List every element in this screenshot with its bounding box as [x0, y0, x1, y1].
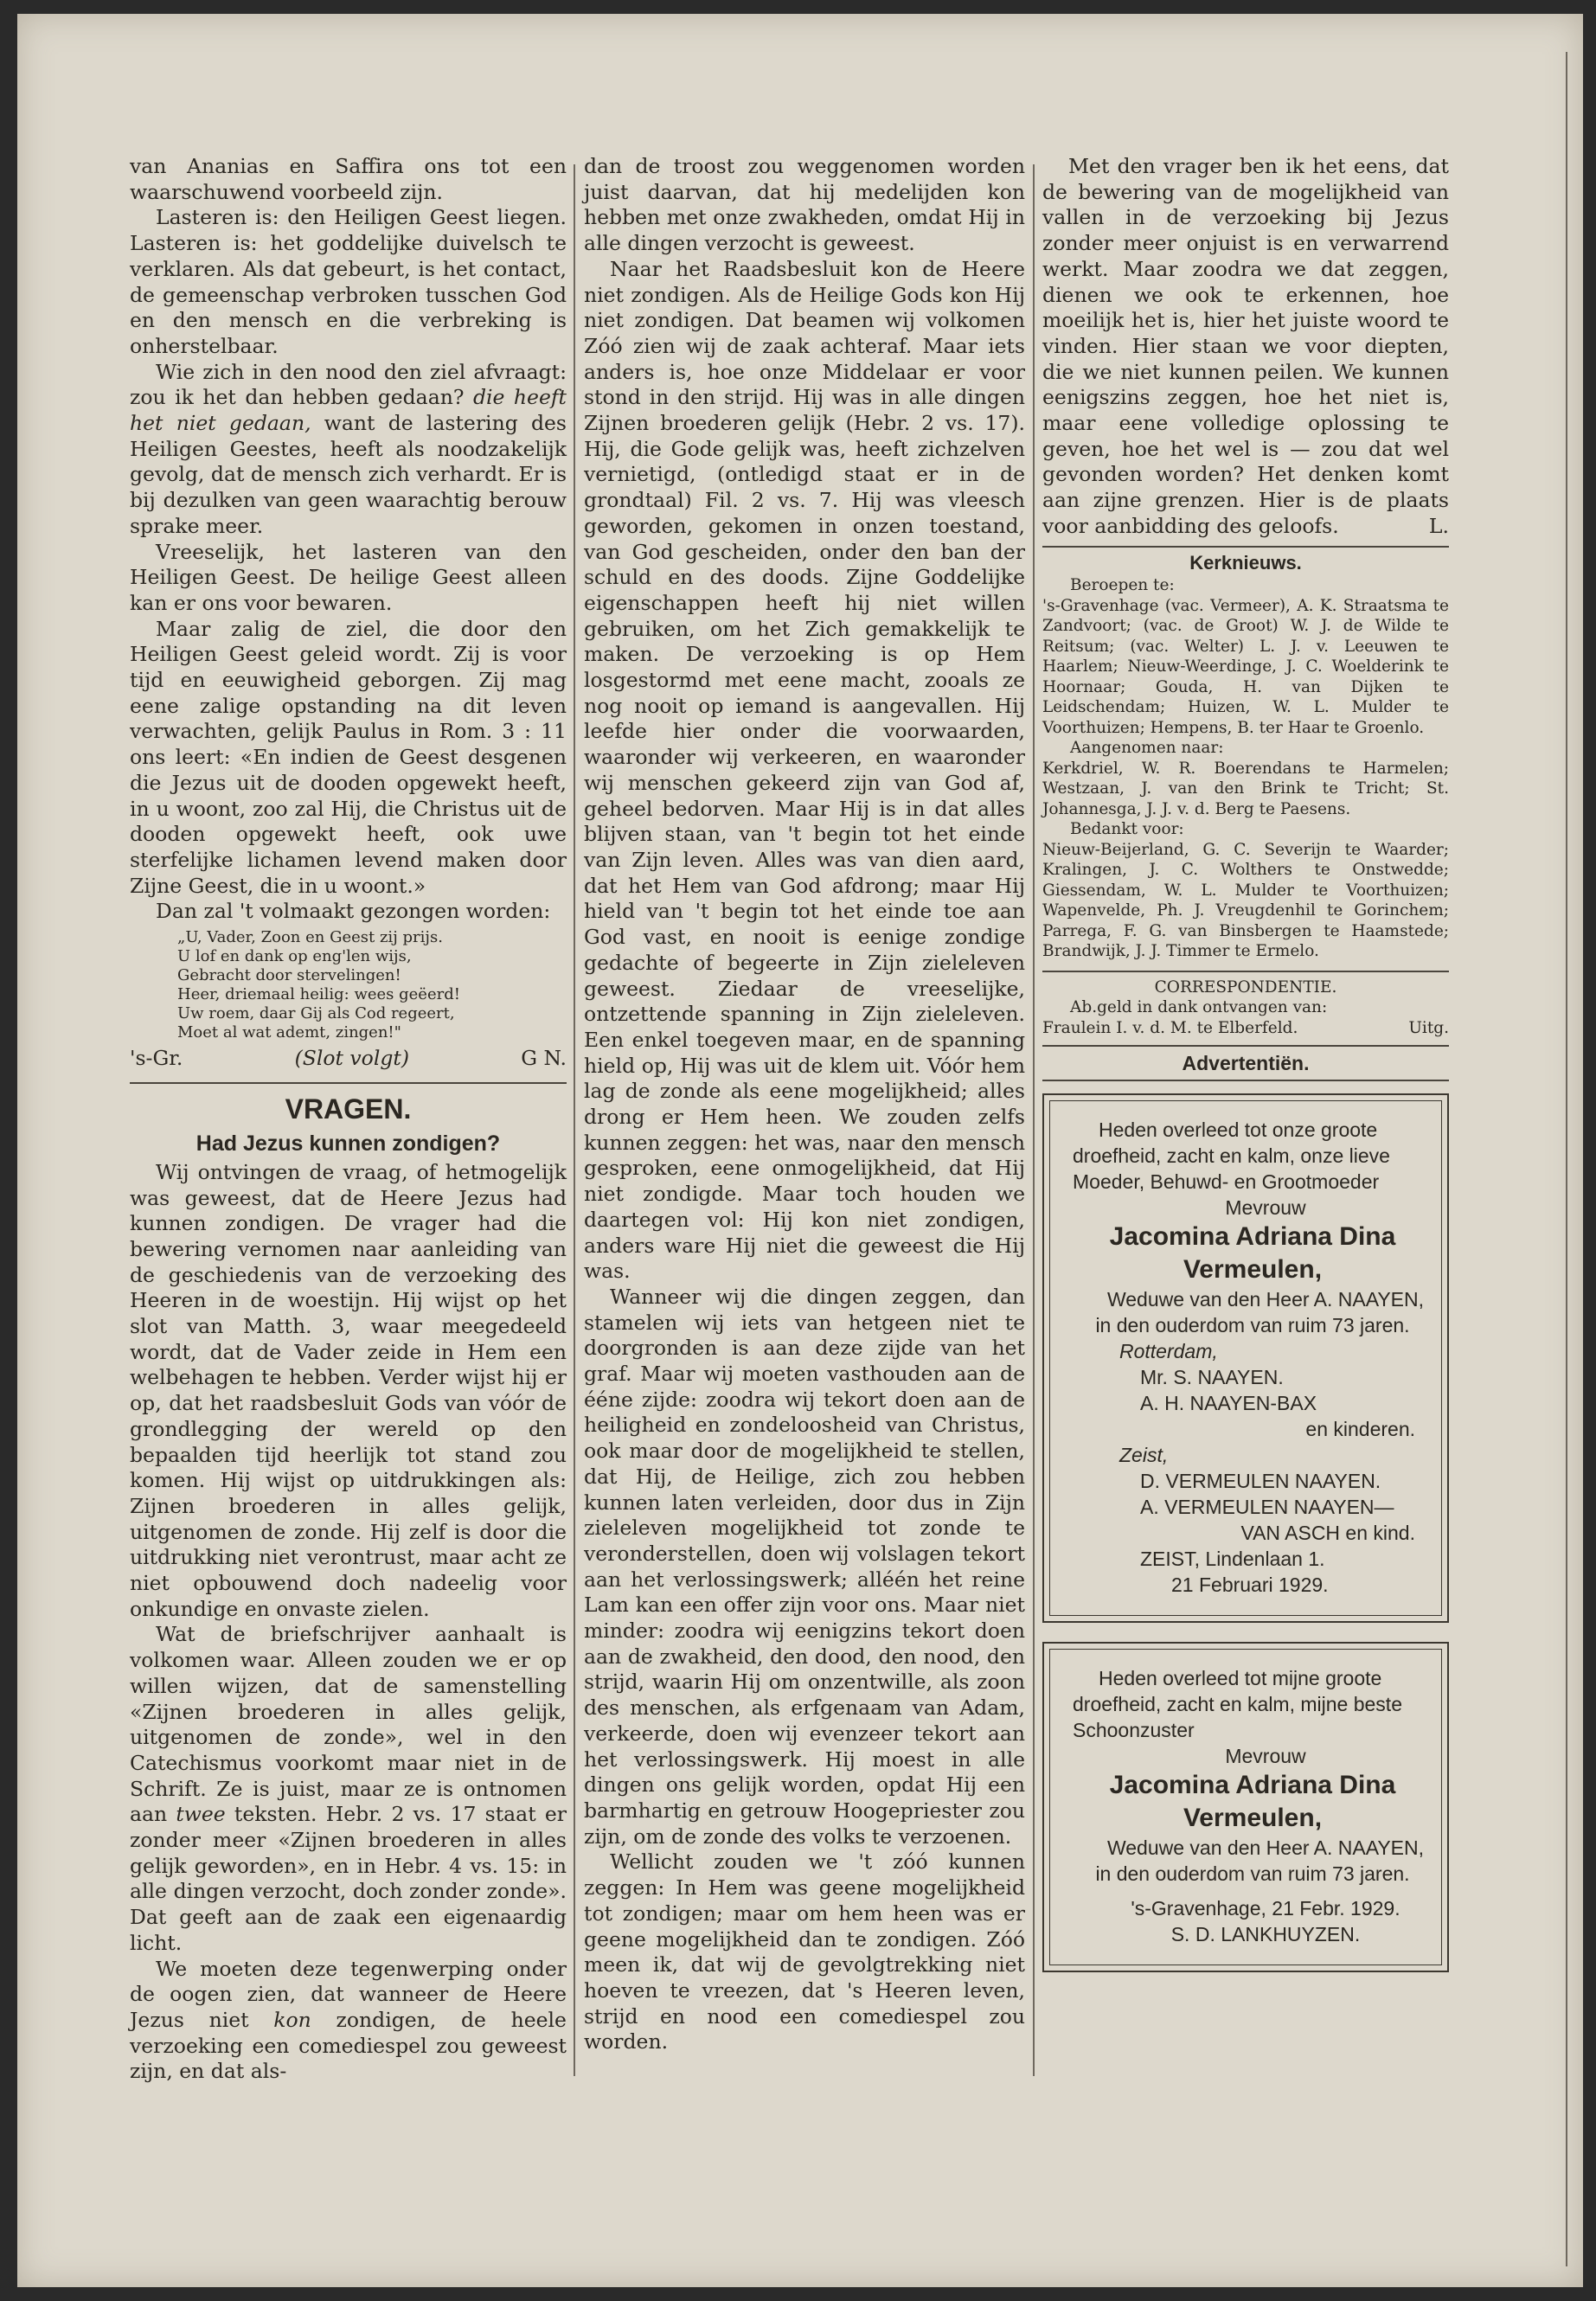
label: Bedankt voor:	[1070, 820, 1184, 839]
paragraph: Naar het Raadsbesluit kon de Heere niet zondigen. Als de Heilige Gods kon Hij niet zondigen. Dat beamen wij volkomen Zóó zien wij de zaak achteraf. Maar iets anders is, hoe onze Middelaar er voor stond in den strijd. Hij was in alle dingen Zijnen broederen gelijk (Hebr. 2 vs. 17). Hij, die Gode gelijk was, heeft zichzelven vernietigd, (ontledigd staat er in de grondtaal) Fil. 2 vs. 7. Hij was vleesch geworden, gekomen in onzen toestand, van God gescheiden, onder den ban der schuld en des doods. Zijne Goddelijke eigenschappen heeft hij niet willen gebruiken, om het Zich gemakkelijk te maken. De verzoeking is op Hem losgestormd met eene macht, zooals ze nog nooit op iemand is aangevallen. Hij leefde hier onder die voorwaarden, waaronder wij verkeeren, en waaronder wij menschen gekeerd zijn van God af, geheel bedorven. Maar Hij is in dat alles blijven staan, van 't begin tot het einde van Zijn leven. Alles was van dien aard, dat het Hem van God afdrong; maar Hij hield van 't begin tot het einde toe aan God vast, en nooit is eenige zondige gedachte of begeerte in Zijn zieleleven geweest. Ziedaar de vreeselijke, ontzettende spanning in Zijn zieleleven. Een enkel toegeven maar, en de spanning hield op, Hij was uit de klem uit. Vóór hem lag de zonde als eene mogelijkheid; alles drong er Hem heen. We zouden zelfs kunnen zeggen: het was, naar den mensch gesproken, eene onmogelijkheid, dat Hij niet zondigde. Maar toch houden we daartegen vol: Hij kon niet zondigen, anders ware Hij niet die geweest die Hij was.	[584, 256, 1025, 1284]
hymn-verse	[177, 928, 567, 1042]
paragraph: Lasteren is: den Heiligen Geest liegen. Lasteren is: het goddelijke duivelsch te verklaren. Als dat gebeurt, is het contact, de gemeenschap verbroken tusschen God en den mensch en die verbreking is onherstelbaar.	[130, 205, 567, 358]
divider	[1042, 1080, 1449, 1081]
correspondentie	[1042, 977, 1449, 1039]
section-title: VRAGEN.	[285, 1093, 412, 1125]
death-notice-1: Heden overleed tot onze groote droefheid, zacht en kalm, onze lieve Moeder, Behuwd- en Grootmoeder Mevrouw Jacomina Adriana Dina Vermeulen, Weduwe van den Heer A. NAAYEN, in den ouderdom van ruim 73 jaren. Rotterdam, Mr. S. NAAYEN. A. H. NAAYEN-BAX en kinderen. Zeist, D. VERMEULEN NAAYEN. A. VERMEULEN NAAYEN— VAN ASCH en kind. ZEIST, Lindenlaan 1. 21 Februari 1929.	[1042, 1093, 1449, 1623]
news-text: 's-Gravenhage (vac. Vermeer), A. K. Straatsma te Zandvoort; (vac. de Groot) W. J. de Wilde te Reitsum; (vac. Welter) L. J. v. Leeuwen te Haarlem; Nieuw-Weerdinge, J. C. Woelderink te Hoornaar; Gouda, H. van Dijken te Leidschendam; Huizen, W. L. Mulder te Voorthuizen; Hempens, B. ter Haar te Groenlo.	[1042, 596, 1449, 737]
column-1	[130, 154, 567, 2085]
paragraph: Wanneer wij die dingen zeggen, dan stamelen wij iets van hetgeen niet te doorgronden is aan deze zijde van het graf. Maar wij moeten vasthouden aan de ééne zijde: zoodra wij tekort doen aan de heiligheid en zondeloosheid van Christus, ook maar door de mogelijkheid te stellen, dat Hij, de Heilige, zich zou hebben kunnen laten verleiden, door dus in Zijn zieleleven mogelijkheid tot zonde te veronderstellen, doen wij volslagen tekort aan het verlossingswerk; alléén het reine Lam kan een offer zijn voor ons. Maar niet minder: zoodra wij eenigzins tekort doen aan de zwakheid, den dood, den nood, den strijd, waarin Hij om onzentwille, als zoon des menschen, als erfgenaam van Adam, verkeerde, doen wij evenzeer tekort aan het verlossingswerk. Hij moest in alle dingen ons gelijk worden, opdat Hij een barmhartig en getrouw Hoogepriester zou zijn, om de zonde des volks te verzoenen.	[584, 1284, 1025, 1849]
deceased-name: Vermeulen,	[1183, 1255, 1323, 1285]
deceased-name: Vermeulen,	[1183, 1804, 1323, 1833]
paragraph: Wie zich in den nood den ziel afvraagt: zou ik het dan hebben gedaan? die heeft het niet gedaan, want de lastering des Heiligen Geestes, heeft als noodzakelijk gevolg, dat de mensch zich verhardt. Er is bij dezulken van geen waarachtig berouw sprake meer.	[130, 359, 567, 538]
news-text: Kerkdriel, W. R. Boerendans te Harmelen; Westzaan, J. van den Brink te Tricht; St. Johannesga, J. J. v. d. Berg te Paesens.	[1042, 759, 1449, 818]
paragraph: Dan zal 't volmaakt gezongen worden:	[156, 899, 551, 924]
column-3	[1042, 154, 1449, 1984]
paragraph: van Ananias en Saffira ons tot een waarschuwend voorbeeld zijn.	[130, 154, 567, 204]
ad-text: Heden overleed tot mijne groote droefheid, zacht en kalm, mijne beste Schoonzuster	[1073, 1667, 1402, 1742]
paragraph: We moeten deze tegenwerping onder de oogen zien, dat wanneer de Heere Jezus niet kon zondigen, de heele verzoeking een comediespel zou geweest zijn, en dat als-	[130, 1956, 567, 2084]
ad-text: Mevrouw	[1225, 1196, 1306, 1220]
corr-text: Ab.geld in dank ontvangen van:	[1070, 998, 1328, 1017]
corr-text: Fraulein I. v. d. M. te Elberfeld.	[1042, 1018, 1298, 1037]
kerknieuws-title: Kerknieuws.	[1189, 552, 1302, 574]
column-divider-left	[574, 164, 575, 2076]
paragraph: Wij ontvingen de vraag, of hetmogelijk was geweest, dat de Heere Jezus had kunnen zondigen. De vrager had die bewering vernomen naar aanleiding van de geschiedenis van de verzoeking des Heeren in de woestijn. Hij wijst op het slot van Matth. 3, waar meegedeeld wordt, dat de Vader zeide in Hem een welbehagen te hebben. Verder wijst hij er op, dat het raadsbesluit Gods van vóór de grondlegging der wereld op den bepaalden tijd heerlijk tot stand zou komen. Hij wijst op uitdrukkingen als: Zijnen broederen in alles gelijk, uitgenomen de zonde. Hij zelf is door die uitdrukking niet verontrust, maar acht ze niet opbouwend doch nadeelig voor onkundige en onvaste zielen.	[130, 1159, 567, 1621]
corr-sign: Uitg.	[1408, 1018, 1449, 1037]
paragraph: Wellicht zouden we 't zóó kunnen zeggen: In Hem was geene mogelijkheid tot zondigen; maar om hem heen was er geene mogelijkheid dan te zondigen. Zóó meen ik, dat wij de gevolgtrekking niet hoeven te vreezen, dat 's Heeren leven, strijd en nood een comediespel zou worden.	[584, 1849, 1025, 2054]
ad-text: Mevrouw	[1225, 1745, 1306, 1768]
death-notice-2: Heden overleed tot mijne groote droefheid, zacht en kalm, mijne beste Schoonzuster Mevrouw Jacomina Adriana Dina Vermeulen, Weduwe van den Heer A. NAAYEN, in den ouderdom van ruim 73 jaren. 's-Gravenhage, 21 Febr. 1929. S. D. LANKHUYZEN.	[1042, 1642, 1449, 1972]
verse-line: Moet al wat ademt, zingen!"	[177, 1023, 401, 1042]
advertenties-title: Advertentiën.	[1182, 1052, 1310, 1075]
ad-text: Weduwe van den Heer A. NAAYEN, in den ouderdom van ruim 73 jaren.	[1095, 1288, 1425, 1337]
paragraph: Maar zalig de ziel, die door den Heiligen Geest geleid wordt. Zij is voor tijd en eeuwigheid geborgen. Zij mag eene zalige opstanding na dit leven verwachten, gelijk Paulus in Rom. 3 : 11 ons leert: «En indien de Geest desgenen die Jezus uit de dooden opgewekt heeft, in u woont, zoo zal Hij, die Christus uit de dooden opgewekt heeft, ook uwe sterfelijke lichamen levend maken door Zijne Geest, die in u woont.»	[130, 616, 567, 898]
paragraph: dan de troost zou weggenomen worden juist daarvan, dat hij medelijden kon hebben met onze zwakheden, omdat Hij in alle dingen verzocht is geweest.	[584, 154, 1025, 256]
divider	[1042, 546, 1449, 548]
label: Aangenomen naar:	[1070, 739, 1224, 758]
verse-line: „U, Vader, Zoon en Geest zij prijs.	[177, 928, 443, 947]
verse-line: Gebracht door stervelingen!	[177, 966, 401, 985]
column-2	[584, 154, 1025, 2055]
page-edge-line	[1566, 52, 1567, 2266]
divider	[1042, 971, 1449, 972]
paragraph: Vreeselijk, het lasteren van den Heiligen Geest. De heilige Geest alleen kan er ons voor bewaren.	[130, 539, 567, 615]
divider	[130, 1082, 567, 1084]
label: Beroepen te:	[1070, 576, 1175, 595]
divider	[1042, 1045, 1449, 1047]
paragraph: Wat de briefschrijver aanhaalt is volkomen waar. Alleen zouden we er op willen wijzen, dat de samenstelling «Zijnen broederen in alles gelijk, uitgenomen de zonde», wel in den Catechismus voorkomt maar niet in de Schrift. Ze is juist, maar ze is ontnomen aan twee teksten. Hebr. 2 vs. 17 staat er zonder meer «Zijnen broederen in alles gelijk geworden», en in Hebr. 4 vs. 15: in alle dingen verzocht, doch zonder zonde». Dat geeft aan de zaak een eigenaardig licht.	[130, 1622, 567, 1955]
question-title: Had Jezus kunnen zondigen?	[195, 1131, 501, 1156]
verse-line: Uw roem, daar Gij als Cod regeert,	[177, 1004, 455, 1023]
deceased-name: Jacomina Adriana Dina	[1109, 1771, 1396, 1800]
ad-text: Weduwe van den Heer A. NAAYEN, in den ouderdom van ruim 73 jaren.	[1095, 1836, 1425, 1886]
verse-line: U lof en dank op eng'len wijs,	[177, 947, 412, 966]
article-signature: 's-Gr. (Slot volgt) G N.	[130, 1046, 567, 1071]
ad-text: Heden overleed tot onze groote droefheid, zacht en kalm, onze lieve Moeder, Behuwd- en Grootmoeder	[1073, 1118, 1390, 1194]
italic-phrase: die heeft het niet gedaan,	[130, 385, 567, 436]
paragraph: Met den vrager ben ik het eens, dat de bewering van de mogelijkheid van vallen in de verzoeking bij Jezus zonder meer onjuist is en verwarrend werkt. Maar zoodra we dat zeggen, dienen we ook te erkennen, hoe moeilijk het is, hier het juiste woord te vinden. Hier staan we voor diepten, die we niet kunnen peilen. We kunnen eenigszins zeggen, hoe het niet is, maar eene volledige oplossing te geven, hoe het wel is — zou dat wel gevonden worden? Het denken komt aan zijne grenzen. Hier is de plaats voor aanbidding des geloofs.	[1042, 154, 1449, 538]
news-text: Nieuw-Beijerland, G. C. Severijn te Waarder; Kralingen, J. C. Wolthers te Onstwedde; Giessendam, W. L. Mulder te Voorthuizen; Wapenvelde, Ph. J. Vreugdenhil te Gorinchem; Parrega, F. G. van Binsbergen te Haamstede; Brandwijk, J. J. Timmer te Ermelo.	[1042, 840, 1449, 961]
verse-line: Heer, driemaal heilig: wees geëerd!	[177, 985, 460, 1004]
corr-title: CORRESPONDENTIE.	[1154, 977, 1337, 997]
article-signature: L.	[1428, 513, 1449, 538]
kerknieuws-list	[1042, 575, 1449, 962]
column-divider-right	[1033, 164, 1035, 2076]
deceased-name: Jacomina Adriana Dina	[1109, 1222, 1396, 1252]
